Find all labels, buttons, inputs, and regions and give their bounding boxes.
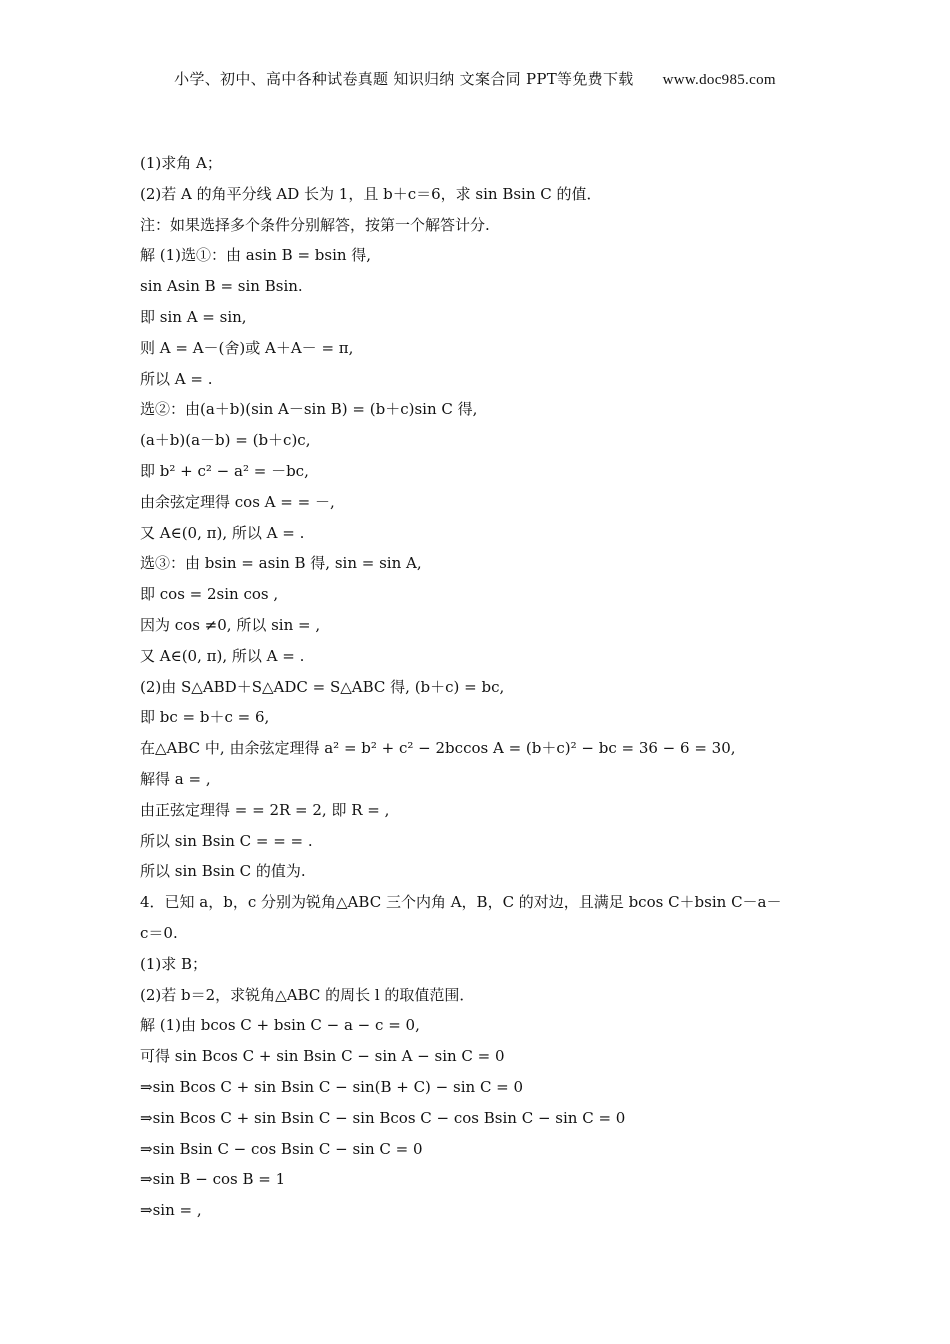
text-line: ⇒sin = , [140,1201,202,1220]
text-line: 所以 A = . [140,369,213,388]
text-line: 选②：由(a＋b)(sin A－sin B) = (b＋c)sin C 得, [140,400,478,419]
text-line: 即 b² + c² − a² = －bc, [140,461,309,480]
text-line: (1)求角 A； [140,154,222,172]
text-line: 由正弦定理得 = = 2R = 2, 即 R = , [140,800,390,819]
text-line: 可得 sin Bcos C + sin Bsin C − sin A − sin C = 0 [140,1047,505,1066]
text-line: 在△ABC 中, 由余弦定理得 a² = b² + c² − 2bccos A = (b＋c)² − bc = 36 − 6 = 30, [140,739,736,758]
text-line: 又 A∈(0, π), 所以 A = . [140,646,305,665]
header-url[interactable]: www.doc985.com [662,72,776,88]
text-line: (2)若 b＝2，求锐角△ABC 的周长 l 的取值范围． [140,985,475,1004]
text-line: 注：如果选择多个条件分别解答，按第一个解答计分. [140,215,490,234]
text-line: 4．已知 a，b，c 分别为锐角△ABC 三个内角 A，B，C 的对边，且满足 bcos C＋bsin C－a－ [140,893,782,912]
header-text: 小学、初中、高中各种试卷真题 知识归纳 文案合同 PPT等免费下载 [174,70,634,88]
text-line: 则 A = A－(舍)或 A＋A－ = π, [140,338,354,357]
text-line: 即 sin A = sin, [140,307,247,326]
text-line: 又 A∈(0, π), 所以 A = . [140,523,305,542]
text-line: (2)若 A 的角平分线 AD 长为 1，且 b＋c＝6，求 sin Bsin C 的值． [140,184,602,203]
text-line: c＝0. [140,923,178,942]
text-line: ⇒sin Bsin C − cos Bsin C − sin C = 0 [140,1139,423,1158]
document-body [140,148,820,1226]
text-line: ⇒sin Bcos C + sin Bsin C − sin(B + C) − sin C = 0 [140,1077,524,1096]
page-header [0,68,950,89]
text-line: 所以 sin Bsin C 的值为. [140,862,306,881]
text-line: (2)由 S△ABD＋S△ADC = S△ABC 得, (b＋c) = bc, [140,677,505,696]
text-line: ⇒sin Bcos C + sin Bsin C − sin Bcos C − cos Bsin C − sin C = 0 [140,1108,626,1127]
text-line: 解 (1)由 bcos C + bsin C − a − c = 0, [140,1016,420,1035]
text-line: (1)求 B； [140,954,208,973]
text-line: 所以 sin Bsin C = = = . [140,831,313,850]
text-line: 因为 cos ≠0, 所以 sin = , [140,615,321,634]
text-line: ⇒sin B − cos B = 1 [140,1170,286,1189]
text-line: 选③：由 bsin = asin B 得, sin = sin A, [140,554,422,573]
text-line: 即 bc = b＋c = 6, [140,708,270,727]
text-line: 由余弦定理得 cos A = = －, [140,492,335,511]
text-line: 解得 a = , [140,769,211,788]
text-line: 即 cos = 2sin cos , [140,585,279,604]
text-line: sin Asin B = sin Bsin. [140,277,303,296]
text-line: (a＋b)(a－b) = (b＋c)c, [140,431,311,450]
text-line: 解 (1)选①：由 asin B = bsin 得, [140,246,372,265]
